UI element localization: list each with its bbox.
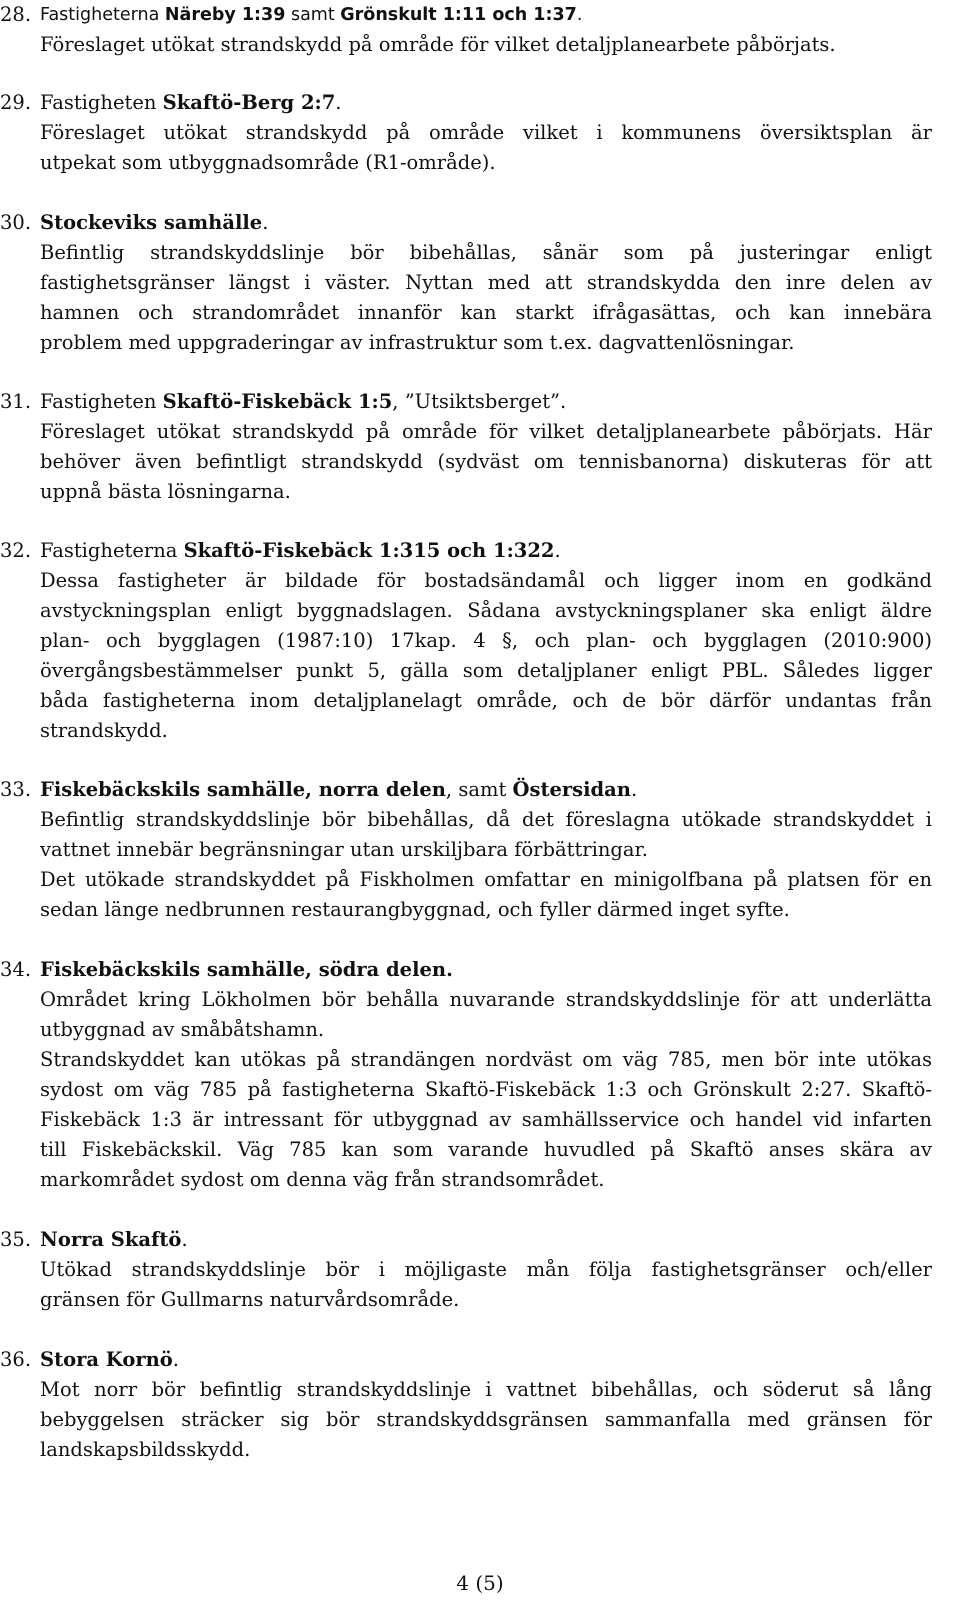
item-text-line: problem med uppgraderingar av infrastruktur som t.ex. dagvattenlösningar. [40, 331, 795, 354]
item-text-line: Utökad strandskyddslinje bör i möjligaste mån följa fastighetsgränser och/eller [40, 1258, 932, 1281]
item-number: 31. [0, 390, 32, 413]
item-text-line: Föreslaget utökat strandskydd på område vilket i kommunens översiktsplan är [40, 121, 932, 144]
item-text-line: bebyggelsen sträcker sig bör strandskyddsgränsen sammanfalla med gränsen för [40, 1408, 932, 1431]
item-number: 30. [0, 211, 32, 234]
item-heading: Norra Skaftö. [40, 1228, 188, 1251]
item-text-line: vattnet innebär begränsningar utan urskiljbara förbättringar. [40, 838, 648, 861]
item-text-line: sedan länge nedbrunnen restaurangbyggnad, och fyller därmed inget syfte. [40, 898, 790, 921]
item-number: 33. [0, 778, 32, 801]
item-text-line: gränsen för Gullmarns naturvårdsområde. [40, 1288, 460, 1311]
item-text-line: behöver även befintligt strandskydd (sydväst om tennisbanorna) diskuteras för att [40, 450, 932, 473]
item-text-line: markområdet sydost om denna väg från strandsområdet. [40, 1168, 605, 1191]
item-text-line: uppnå bästa lösningarna. [40, 480, 291, 503]
item-text-line: Det utökade strandskyddet på Fiskholmen omfattar en minigolfbana på platsen för en [40, 868, 932, 891]
item-heading: Fastigheterna Näreby 1:39 samt Grönskult 1:11 och 1:37. [40, 5, 583, 25]
item-heading: Stockeviks samhälle. [40, 211, 269, 234]
item-number: 34. [0, 958, 32, 981]
item-number: 36. [0, 1348, 32, 1371]
item-text-line: strandskydd. [40, 719, 168, 742]
item-text-line: utbyggnad av småbåtshamn. [40, 1018, 325, 1041]
item-text-line: avstyckningsplan enligt byggnadslagen. Sådana avstyckningsplaner ska enligt äldre [40, 599, 932, 622]
item-heading: Fastigheterna Skaftö-Fiskebäck 1:315 och 1:322. [40, 539, 561, 562]
item-number: 32. [0, 539, 32, 562]
item-text-line: Området kring Lökholmen bör behålla nuvarande strandskyddslinje för att underlätta [40, 988, 932, 1011]
item-text-line: landskapsbildsskydd. [40, 1438, 251, 1461]
item-text-line: Föreslaget utökat strandskydd på område för vilket detaljplanearbete påbörjats. [40, 33, 836, 56]
item-text-line: Befintlig strandskyddslinje bör bibehållas, sånär som på justeringar enligt [40, 241, 932, 264]
item-text-line: övergångsbestämmelser punkt 5, gälla som detaljplaner enligt PBL. Således ligger [40, 659, 932, 682]
page-number: 4 (5) [456, 1571, 504, 1595]
item-number: 28. [0, 3, 32, 26]
item-text-line: Befintlig strandskyddslinje bör bibehållas, då det föreslagna utökade strandskyddet i [40, 808, 932, 831]
item-heading: Fastigheten Skaftö-Fiskebäck 1:5, ”Utsiktsberget”. [40, 390, 567, 413]
item-heading: Fiskebäckskils samhälle, södra delen. [40, 958, 453, 981]
item-text-line: Strandskyddet kan utökas på strandängen nordväst om väg 785, men bör inte utökas [40, 1048, 932, 1071]
item-text-line: båda fastigheterna inom detaljplanelagt område, och de bör därför undantas från [40, 689, 932, 712]
item-text-line: Dessa fastigheter är bildade för bostadsändamål och ligger inom en godkänd [40, 569, 932, 592]
item-text-line: till Fiskebäckskil. Väg 785 kan som varande huvudled på Skaftö anses skära av [40, 1138, 932, 1161]
item-heading: Stora Kornö. [40, 1348, 179, 1371]
item-number: 35. [0, 1228, 32, 1251]
item-heading: Fiskebäckskils samhälle, norra delen, samt Östersidan. [40, 778, 638, 801]
item-text-line: hamnen och strandområdet innanför kan starkt ifrågasättas, och kan innebära [40, 301, 932, 324]
item-text-line: Mot norr bör befintlig strandskyddslinje i vattnet bibehållas, och söderut så lång [40, 1378, 932, 1401]
item-heading: Fastigheten Skaftö-Berg 2:7. [40, 91, 342, 114]
item-text-line: Föreslaget utökat strandskydd på område för vilket detaljplanearbete påbörjats. Här [40, 420, 932, 443]
item-number: 29. [0, 91, 32, 114]
item-text-line: utpekat som utbyggnadsområde (R1-område). [40, 151, 496, 174]
item-text-line: fastighetsgränser längst i väster. Nyttan med att strandskydda den inre delen av [40, 271, 932, 294]
item-text-line: Fiskebäck 1:3 är intressant för utbyggnad av samhällsservice och handel vid infarten [40, 1108, 932, 1131]
item-text-line: plan- och bygglagen (1987:10) 17kap. 4 §, och plan- och bygglagen (2010:900) [40, 629, 932, 652]
item-text-line: sydost om väg 785 på fastigheterna Skaftö-Fiskebäck 1:3 och Grönskult 2:27. Skaftö- [40, 1078, 932, 1101]
